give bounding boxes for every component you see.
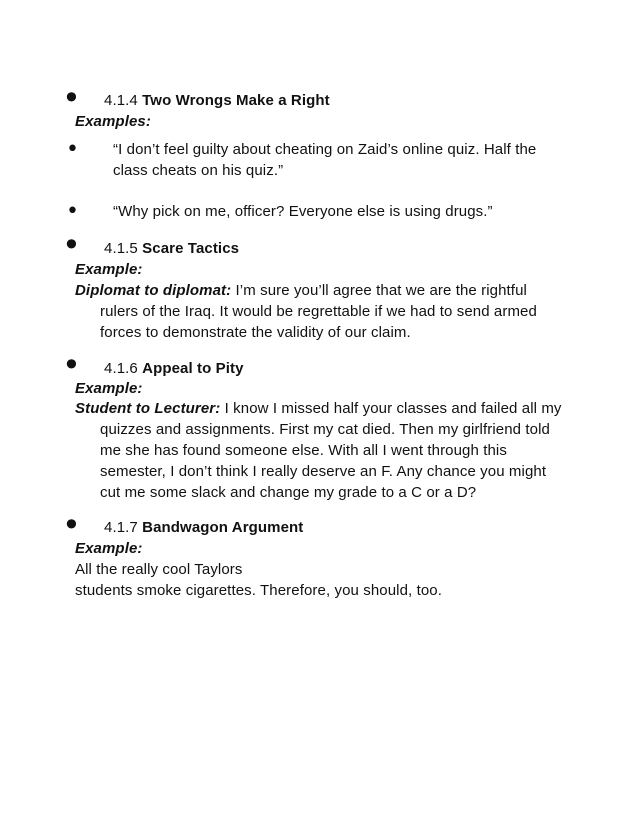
example-label: Example:: [75, 380, 143, 397]
example-text-line: class cheats on his quiz.”: [113, 162, 284, 179]
bullet-icon: •: [62, 79, 81, 117]
bullet-icon: •: [62, 506, 81, 544]
section-title: Scare Tactics: [142, 240, 240, 257]
section-heading: [104, 92, 330, 110]
section-number: 4.1.7: [104, 519, 138, 536]
bullet-icon: •: [62, 226, 81, 264]
example-text-line: forces to demonstrate the validity of our claim.: [100, 324, 411, 341]
example-text-line: rulers of the Iraq. It would be regrettable if we had to send armed: [100, 303, 537, 320]
section-title: Bandwagon Argument: [142, 519, 304, 536]
speaker-label: Student to Lecturer:: [75, 400, 221, 417]
section-number: 4.1.6: [104, 360, 138, 377]
example-text-line: “Why pick on me, officer? Everyone else is using drugs.”: [113, 203, 493, 220]
bullet-icon: •: [62, 346, 81, 384]
bullet-icon: •: [66, 137, 79, 162]
example-label: Examples:: [75, 113, 151, 130]
example-text-line: “I don’t feel guilty about cheating on Zaid’s online quiz. Half the: [113, 141, 537, 158]
section-heading: [104, 360, 244, 378]
example-text-line: cut me some slack and change my grade to a C or a D?: [100, 484, 477, 501]
example-text-line: All the really cool Taylors: [75, 561, 243, 578]
section-title: Two Wrongs Make a Right: [142, 92, 330, 109]
speaker-label: Diplomat to diplomat:: [75, 282, 232, 299]
example-label: Example:: [75, 540, 143, 557]
section-title: Appeal to Pity: [142, 360, 244, 377]
section-heading: [104, 519, 303, 537]
example-text-line: [75, 282, 527, 300]
example-text: I know I missed half your classes and failed all my: [220, 400, 562, 417]
section-heading: [104, 240, 239, 258]
example-text: I’m sure you’ll agree that we are the rightful: [231, 282, 527, 299]
example-text-line: [75, 400, 562, 418]
example-text-line: me she has found someone else. With all I went through this: [100, 442, 507, 459]
section-number: 4.1.4: [104, 92, 138, 109]
example-text-line: quizzes and assignments. First my cat died. Then my girlfriend told: [100, 421, 550, 438]
example-label: Example:: [75, 261, 143, 278]
bullet-icon: •: [66, 199, 79, 224]
example-text-line: semester, I don’t think I really deserve an F. Any chance you might: [100, 463, 547, 480]
section-number: 4.1.5: [104, 240, 138, 257]
example-text-line: students smoke cigarettes. Therefore, you should, too.: [75, 582, 442, 599]
